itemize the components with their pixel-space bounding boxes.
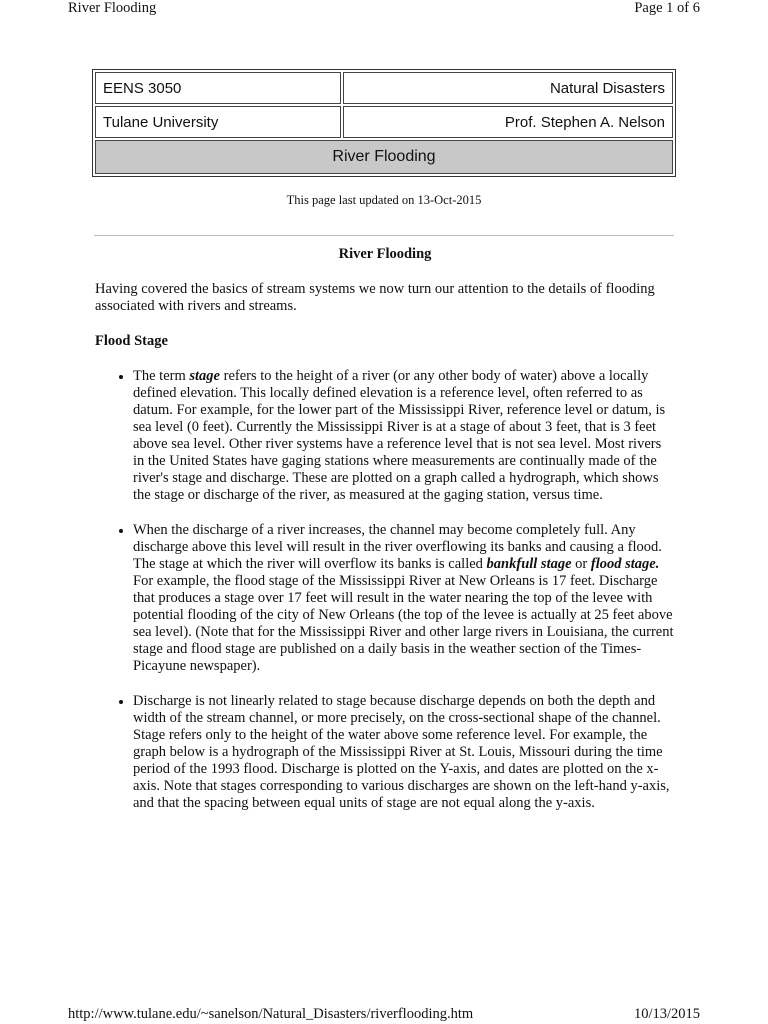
print-footer [68,1006,700,1023]
horizontal-divider [94,235,674,236]
course-info-table [92,69,676,177]
flood-stage-list [95,368,675,812]
term-flood-stage: flood stage. [590,556,660,572]
list-item [133,522,675,675]
course-title-row [95,140,673,174]
print-date: 10/13/2015 [633,1006,700,1022]
section-heading-flood-stage: Flood Stage [95,333,168,349]
print-header-title: River Flooding [68,0,157,16]
term-stage: stage [189,368,220,384]
bullet-text: or [571,556,591,572]
term-bankfull-stage: bankfull stage [486,556,572,572]
university-name: Tulane University [95,106,341,138]
document-body [95,246,675,830]
page-url: http://www.tulane.edu/~sanelson/Natural_Disasters/riverflooding.htm [68,1006,474,1022]
bullet-text: When the discharge of a river increases, the channel may become completely full. Any discharge above this level will result in the river overflowing its banks and causing a flood. The stage at which the river will overflow its banks is called [133,522,662,572]
list-item [133,368,675,504]
professor-name: Prof. Stephen A. Nelson [343,106,673,138]
bullet-text: The term [133,368,190,384]
course-name: Natural Disasters [343,72,673,104]
document-title: River Flooding [338,246,432,262]
page-title: River Flooding [95,140,673,174]
intro-paragraph: Having covered the basics of stream systems we now turn our attention to the details of flooding associated with rivers and streams. [95,281,655,314]
bullet-text: Discharge is not linearly related to stage because discharge depends on both the depth and width of the stream channel, or more precisely, on the cross-sectional shape of the channel. Stage refers only to the height of the water above some reference level. For example, the graph below is a hydrograph of the Mississippi River at St. Louis, Missouri during the time period of the 1993 flood. Discharge is plotted on the Y-axis, and dates are plotted on the x-axis. Note that stages corresponding to various discharges are shown on the left-hand y-axis, and that the spacing between equal units of stage are not equal along the y-axis. [133,693,670,811]
list-item [133,693,675,812]
course-info-row [95,106,673,138]
last-updated-note: This page last updated on 13-Oct-2015 [286,193,482,207]
course-code: EENS 3050 [95,72,341,104]
print-header-page-number: Page 1 of 6 [634,0,700,16]
course-info-row [95,72,673,104]
bullet-text: For example, the flood stage of the Mississippi River at New Orleans is 17 feet. Discharge that produces a stage over 17 feet will result in the water nearing the top of the levee with potential flooding of the city of New Orleans (the top of the levee is actually at 25 feet above sea level). (Note that for the Mississippi River and other large rivers in Louisiana, the current stage and flood stage are published on a daily basis in the weather section of the Times-Picayune newspaper). [133,573,674,674]
bullet-text: refers to the height of a river (or any other body of water) above a locally defined elevation. This locally defined elevation is a reference level, often referred to as datum. For example, for the lower part of the Mississippi River, reference level or datum, is sea level (0 feet). Currently the Mississippi River is at a stage of about 3 feet, that is 3 feet above sea level. Other river systems have a reference level that is not sea level. Most rivers in the United States have gaging stations where measurements are continually made of the river's stage and discharge. These are plotted on a graph called a hydrograph, which shows the stage or discharge of the river, as measured at the gaging station, versus time. [133,368,666,503]
print-header [68,0,700,17]
